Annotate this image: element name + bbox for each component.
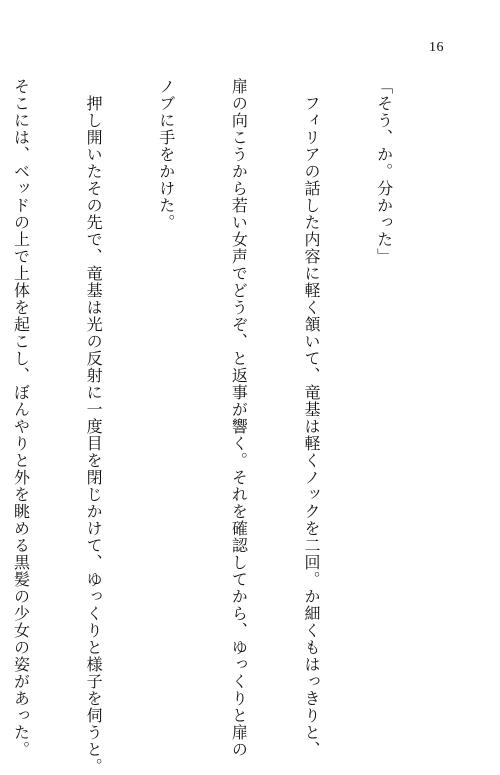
page-number: 16 xyxy=(429,40,444,55)
text-line: 扉の向こうから若い女声でどうぞ、と返事が響く。それを確認してから、ゆっくりと扉の xyxy=(229,78,249,758)
text-line: 押し開いたその先で、竜基は光の反射に一度目を閉じかけて、ゆっくりと様子を伺うと。 xyxy=(84,78,104,775)
text-line: フィリアの話した内容に軽く頷いて、竜基は軽くノックを二回。か細くもはっきりと、 xyxy=(301,78,321,758)
text-line: そこには、ベッドの上で上体を起こし、ぼんやりと外を眺める黒髪の少女の姿があった。 xyxy=(11,78,31,758)
text-line: 「そう、か。分かった」 xyxy=(374,78,394,265)
text-line: ノブに手をかけた。 xyxy=(156,78,176,231)
vertical-text-body xyxy=(0,78,444,775)
